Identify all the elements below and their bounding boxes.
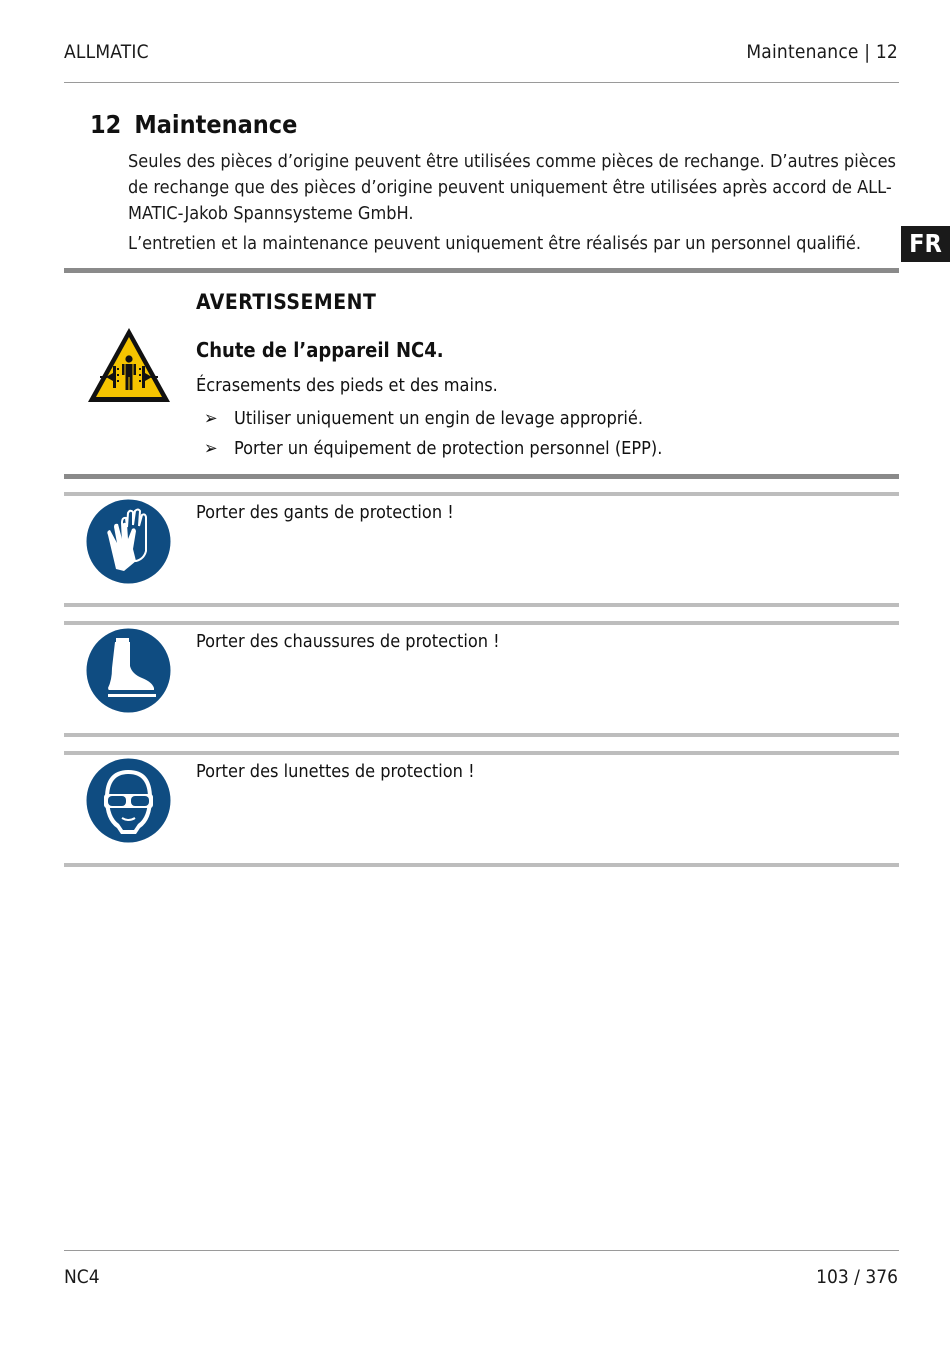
section-heading bbox=[90, 110, 297, 139]
paragraph-line: Seules des pièces d’origine peuvent être utilisées comme pièces de rechange. D’autres pièces bbox=[128, 151, 896, 172]
paragraph-line: de rechange que des pièces d’origine peuvent uniquement être utilisées après accord de ALL- bbox=[128, 177, 892, 198]
footer-product: NC4 bbox=[64, 1266, 100, 1288]
warning-subtitle: Chute de l’appareil NC4. bbox=[196, 338, 444, 362]
gloves-icon bbox=[86, 499, 171, 584]
notice-bottom-rule bbox=[64, 863, 899, 867]
header-divider bbox=[64, 82, 899, 83]
qualification-paragraph: L’entretien et la maintenance peuvent uniquement être réalisés par un personnel qualifié. bbox=[128, 233, 861, 254]
mandatory-notice-text: Porter des chaussures de protection ! bbox=[196, 631, 500, 652]
notice-bottom-rule bbox=[64, 603, 899, 607]
arrow-bullet-icon: ➢ bbox=[204, 438, 218, 459]
section-title: Maintenance bbox=[134, 110, 298, 139]
notice-bottom-rule bbox=[64, 733, 899, 737]
crush-hazard-warning-icon bbox=[86, 326, 172, 404]
intro-paragraph bbox=[128, 149, 898, 227]
page-number: 103 / 376 bbox=[816, 1266, 898, 1288]
paragraph-line: MATIC-Jakob Spannsysteme GmbH. bbox=[128, 203, 414, 224]
footer-divider bbox=[64, 1250, 899, 1251]
warning-bullet bbox=[204, 408, 643, 429]
safety-boot-icon bbox=[86, 628, 171, 713]
bullet-text: Porter un équipement de protection personnel (EPP). bbox=[234, 438, 663, 459]
section-number: 12 bbox=[90, 110, 122, 139]
warning-signal-word: AVERTISSEMENT bbox=[196, 290, 377, 314]
language-tab: FR bbox=[901, 226, 950, 262]
warning-consequence: Écrasements des pieds et des mains. bbox=[196, 375, 498, 396]
mandatory-notice-text: Porter des lunettes de protection ! bbox=[196, 761, 475, 782]
header-brand: ALLMATIC bbox=[64, 41, 149, 63]
notice-top-rule bbox=[64, 621, 899, 625]
warning-top-rule bbox=[64, 268, 899, 273]
warning-bottom-rule bbox=[64, 474, 899, 479]
arrow-bullet-icon: ➢ bbox=[204, 408, 218, 429]
notice-top-rule bbox=[64, 751, 899, 755]
mandatory-notice-text: Porter des gants de protection ! bbox=[196, 502, 454, 523]
warning-bullet bbox=[204, 438, 662, 459]
notice-top-rule bbox=[64, 492, 899, 496]
safety-glasses-icon bbox=[86, 758, 171, 843]
header-section: Maintenance | 12 bbox=[746, 41, 898, 63]
bullet-text: Utiliser uniquement un engin de levage approprié. bbox=[234, 408, 643, 429]
